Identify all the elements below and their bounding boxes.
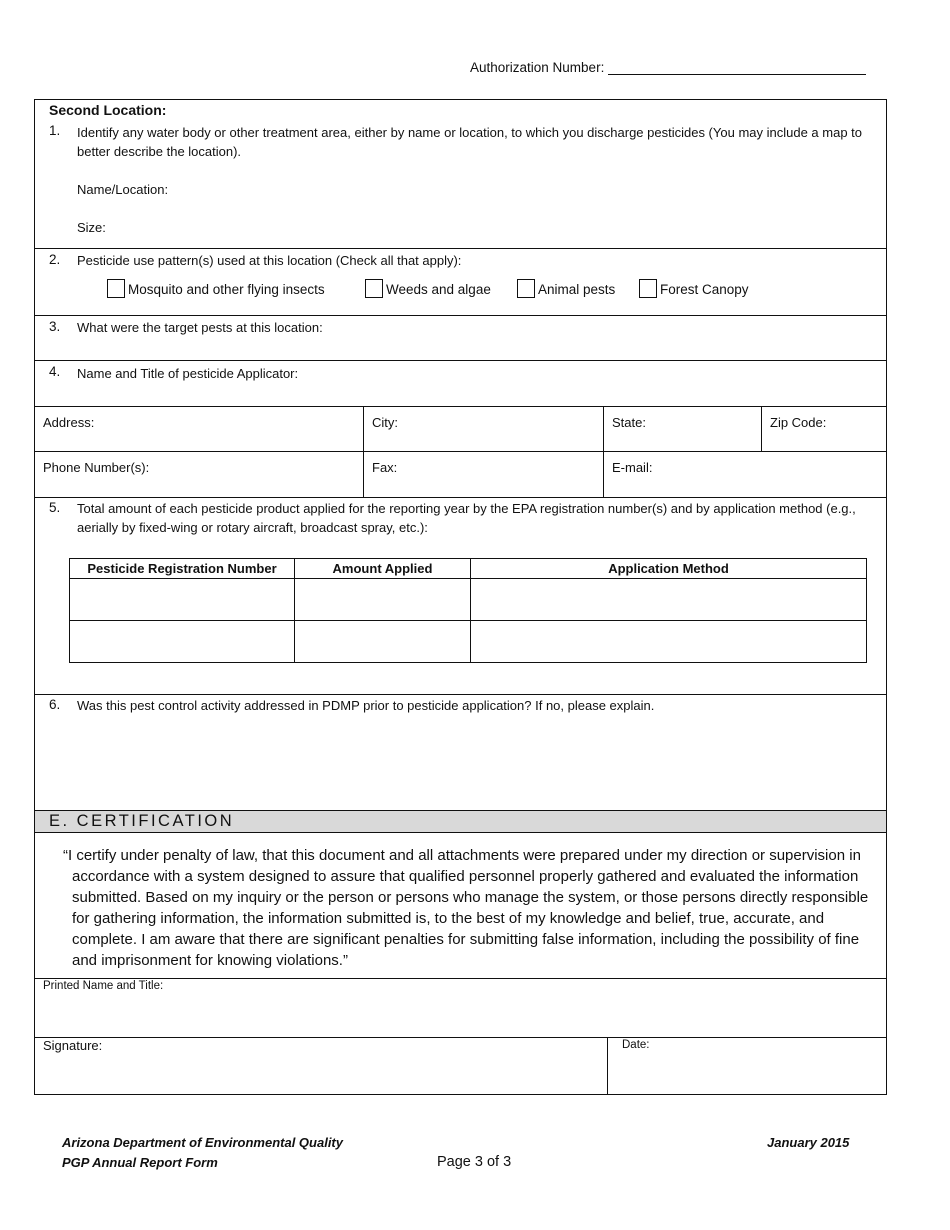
- printed-name-label: Printed Name and Title:: [43, 980, 164, 992]
- q2-number: 2.: [49, 252, 61, 267]
- table-cell[interactable]: [295, 621, 471, 663]
- state-field[interactable]: State:: [604, 407, 762, 451]
- location-form: [34, 99, 887, 1095]
- checkbox[interactable]: [517, 279, 535, 298]
- size-label: Size:: [77, 220, 106, 235]
- authorization-number-field[interactable]: [608, 60, 866, 75]
- column-header: Pesticide Registration Number: [70, 559, 295, 579]
- authorization-number: [470, 60, 866, 75]
- table-cell[interactable]: [70, 621, 295, 663]
- q1-number: 1.: [49, 123, 61, 138]
- q1-text: Identify any water body or other treatment area, either by name or location, to which you discharge pesticides (You may include a map to better describe the location).: [77, 125, 863, 159]
- table-header-row: [70, 559, 867, 579]
- q3-number: 3.: [49, 319, 61, 334]
- q6-text: Was this pest control activity addressed in PDMP prior to pesticide application? If no, please explain.: [77, 698, 655, 713]
- address-field[interactable]: Address:: [35, 407, 364, 451]
- q2-text: Pesticide use pattern(s) used at this location (Check all that apply):: [77, 253, 462, 268]
- footer-date: January 2015: [767, 1135, 850, 1150]
- authorization-label: Authorization Number:: [470, 60, 605, 75]
- option-animal-pests[interactable]: Animal pests: [517, 279, 615, 298]
- option-mosquito[interactable]: Mosquito and other flying insects: [107, 279, 325, 298]
- checkbox[interactable]: [639, 279, 657, 298]
- page-number: Page 3 of 3: [437, 1154, 512, 1170]
- city-field[interactable]: City:: [364, 407, 604, 451]
- zip-code-field[interactable]: Zip Code:: [770, 415, 827, 430]
- checkbox[interactable]: [107, 279, 125, 298]
- printed-name-row[interactable]: [35, 979, 886, 1038]
- section-location: [35, 100, 886, 249]
- certification-heading-bar: [35, 810, 886, 833]
- q6-number: 6.: [49, 697, 61, 712]
- q3-text: What were the target pests at this location:: [77, 320, 323, 335]
- q4-number: 4.: [49, 364, 61, 379]
- name-location-field[interactable]: [185, 178, 865, 200]
- option-weeds[interactable]: Weeds and algae: [365, 279, 491, 298]
- address-row: [35, 407, 886, 452]
- table-cell[interactable]: [70, 579, 295, 621]
- table-row: [70, 621, 867, 663]
- table-cell[interactable]: [295, 579, 471, 621]
- checkbox[interactable]: [365, 279, 383, 298]
- q5-number: 5.: [49, 500, 61, 515]
- column-header: Application Method: [471, 559, 867, 579]
- signature-row: [35, 1038, 886, 1094]
- option-forest-canopy[interactable]: Forest Canopy: [639, 279, 749, 298]
- size-field[interactable]: [115, 216, 865, 238]
- q5-text: Total amount of each pesticide product applied for the reporting year by the EPA registration number(s) and by application method (e.g., aerially by fixed-wing or rotary aircraft, broadcast spray, etc.):: [77, 501, 856, 535]
- fax-field[interactable]: Fax:: [364, 452, 604, 497]
- column-header: Amount Applied: [295, 559, 471, 579]
- question-4: [35, 361, 886, 407]
- question-3: [35, 316, 886, 361]
- pesticide-table: [69, 558, 867, 663]
- date-field[interactable]: Date:: [622, 1039, 650, 1051]
- table-cell[interactable]: [471, 621, 867, 663]
- footer-agency: Arizona Department of Environmental Quality: [62, 1135, 343, 1150]
- question-2: [35, 249, 886, 316]
- footer-form-name: PGP Annual Report Form: [62, 1155, 218, 1170]
- q4-text: Name and Title of pesticide Applicator:: [77, 366, 299, 381]
- table-row: [70, 579, 867, 621]
- certification-statement: “I certify under penalty of law, that this document and all attachments were prepared under my direction or supervision in accordance with a system designed to assure that qualified personnel properly gathered and evaluated the information submitted. Based on my inquiry or the person or persons who manage the system, or those persons directly responsible for gathering information, the information submitted is, to the best of my knowledge and belief, true, accurate, and complete. I am aware that there are significant penalties for submitting false information, including the possibility of fine and imprisonment for knowing violations.”: [63, 847, 869, 969]
- question-5: [35, 498, 886, 695]
- phone-row: [35, 452, 886, 498]
- signature-field[interactable]: Signature:: [35, 1038, 608, 1094]
- table-cell[interactable]: [471, 579, 867, 621]
- certification-heading: E. CERTIFICATION: [49, 812, 235, 830]
- section-title: Second Location:: [49, 102, 167, 118]
- question-6: [35, 695, 886, 810]
- email-field[interactable]: E-mail:: [612, 460, 653, 475]
- phone-number-field[interactable]: Phone Number(s):: [35, 452, 364, 497]
- name-location-label: Name/Location:: [77, 182, 169, 197]
